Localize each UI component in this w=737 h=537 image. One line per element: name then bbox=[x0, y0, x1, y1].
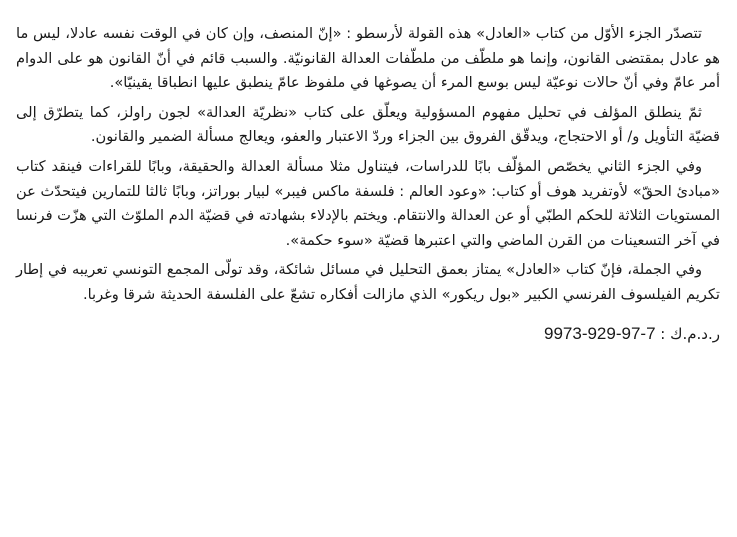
isbn-number: 9973-929-97-7 bbox=[544, 323, 656, 343]
paragraph-part-two: وفي الجزء الثاني يخصّص المؤلّف بابًا للدراسات، فيتناول مثلا مسألة العدالة والحقيقة، وبابًا للقراءات فينقد كتاب «مبادئ الحقّ» لأوتفريد هوف أو كتاب: «وعود العالم : فلسفة ماكس فيبر» لبيار بوراتز، وبابًا ثالثا للتمارين فيتحدّث عن المستويات الثلاثة للحكم الطبّي أو عن العدالة والانتقام. ويختم بالإدلاء بشهادته في قضيّة الدم الملوّث التي هزّت فرنسا في آخر التسعينات من القرن الماضي والتي اعتبرها قضيّة «سوء حكمة». bbox=[15, 157, 720, 249]
isbn-line bbox=[16, 324, 720, 344]
paragraph-responsibility: ثمّ ينطلق المؤلف في تحليل مفهوم المسؤولية ويعلّق على كتاب «نظريّة العدالة» لجون راولز، كما يتطرّق إلى قضيّة التأويل و/ أو الاحتجاج، ويدقّق الفروق بين الجزاء وردّ الاعتبار والعفو، ويعالج مسألة الضمير والقانون. bbox=[16, 103, 720, 146]
document-body bbox=[16, 22, 720, 344]
paragraph-aristotle-quote: تتصدّر الجزء الأوّل من كتاب «العادل» هذه القولة لأرسطو : «إنّ المنصف، وإن كان في الوقت نفسه عادلا، ليس ما هو عادل بمقتضى القانون، وإنما هو ملطّف من ملطّفات العدالة القانونيّة. والسبب قائم في أنّ القانون هو على الدوام أمر عامّ وفي أنّ حالات نوعيّة ليس بوسع المرء أن يصوغها في ملفوظ عامّ ينطبق عليها انطباقا يقينيّا». bbox=[16, 25, 720, 92]
paragraph-conclusion: وفي الجملة، فإنّ كتاب «العادل» يمتاز بعمق التحليل في مسائل شائكة، وقد تولّى المجمع التونسي تعريبه في إطار تكريم الفيلسوف الفرنسي الكبير «بول ريكور» الذي مازالت أفكاره تشعّ على الفلسفة الحديثة شرقا وغربا. bbox=[16, 261, 720, 303]
isbn-label: ر.د.م.ك : bbox=[655, 324, 720, 343]
